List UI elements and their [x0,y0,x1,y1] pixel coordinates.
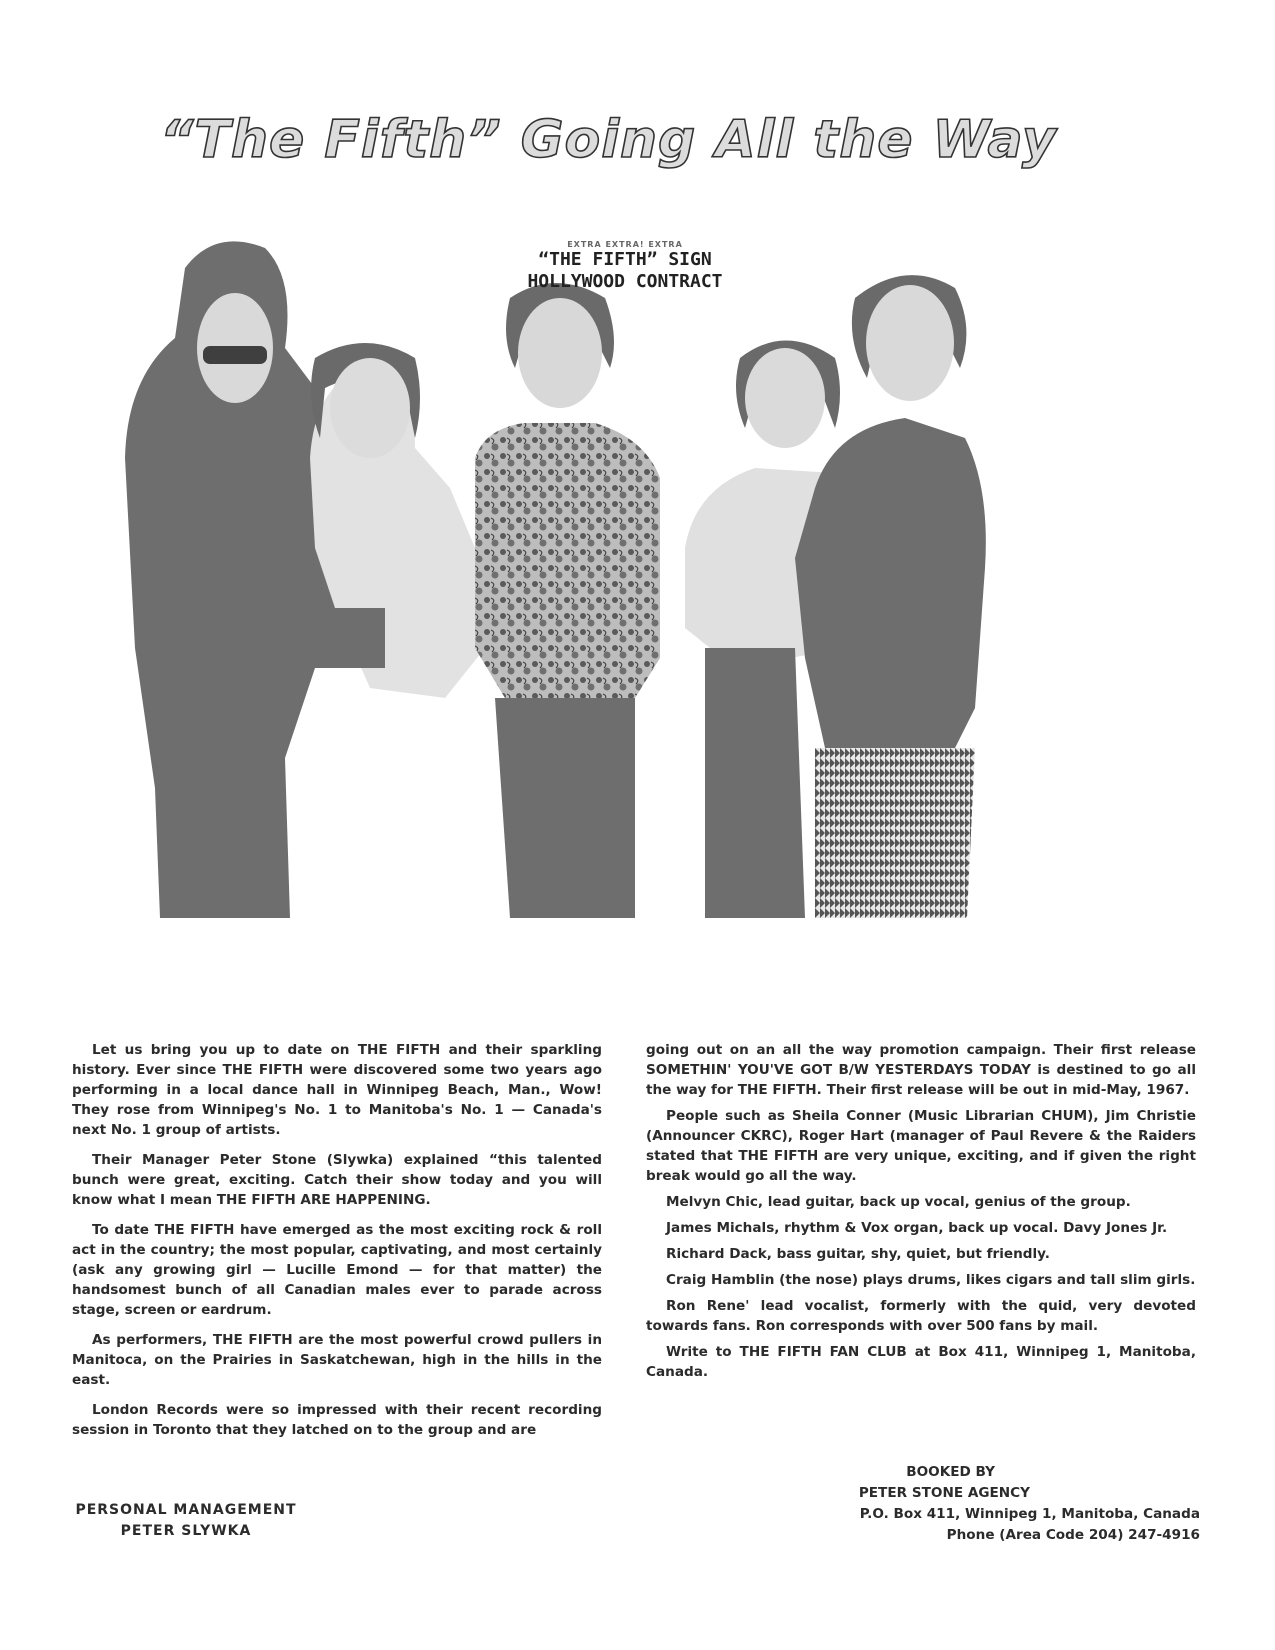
paragraph: Richard Dack, bass guitar, shy, quiet, but friendly. [666,1246,1050,1262]
paragraph: Let us bring you up to date on THE FIFTH and their sparkling history. Ever since THE FIFTH were discovered some two years ago performing in a local dance hall in Winnipeg Beach, Man., Wow! They rose from Winnipeg's No. 1 to Manitoba's No. 1 — Canada's next No. 1 group of artists. [72,1042,602,1138]
clipping-headline-2: HOLLYWOOD CONTRACT [527,271,723,292]
band-photo [115,228,995,988]
clipping-top-text: EXTRA EXTRA! EXTRA [567,240,683,249]
booking-info [770,1462,1200,1546]
paragraph: London Records were so impressed with their recent recording session in Toronto that they latched on to the group and are [72,1402,602,1438]
management-line-2: PETER SLYWKA [120,1523,252,1539]
paragraph: To date THE FIFTH have emerged as the most exciting rock & roll act in the country; the most popular, captivating, and most certainly (ask any growing girl — Lucille Emond — for that matter) the handsomest bunch of all Canadian males ever to parade across stage, screen or eardrum. [72,1222,602,1318]
booking-line-1: BOOKED BY [906,1464,995,1480]
paragraph: going out on an all the way promotion campaign. Their first release SOMETHIN' YOU'VE GOT B/W YESTERDAYS TODAY is destined to go all the way for THE FIFTH. Their first release will be out in mid-May, 1967. [646,1042,1196,1098]
management-info [56,1500,316,1542]
newspaper-clipping [525,240,725,293]
band-member-2 [295,343,485,698]
paragraph: People such as Sheila Conner (Music Librarian CHUM), Jim Christie (Announcer CKRC), Roger Hart (manager of Paul Revere & the Raiders stated that THE FIFTH are very unique, exciting, and if given the right break would go all the way. [646,1108,1196,1184]
paragraph: As performers, THE FIFTH are the most powerful crowd pullers in Manitoca, on the Prairies in Saskatchewan, high in the hills in the east. [72,1332,602,1388]
booking-line-2: PETER STONE AGENCY [858,1485,1030,1501]
band-member-1 [125,241,350,918]
band-member-3 [475,283,660,918]
paragraph: Melvyn Chic, lead guitar, back up vocal, genius of the group. [666,1194,1131,1210]
paragraph: Ron Rene' lead vocalist, formerly with the quid, very devoted towards fans. Ron corresponds with over 500 fans by mail. [646,1298,1196,1334]
clipping-headline-1: “THE FIFTH” SIGN [538,249,712,270]
paragraph: Craig Hamblin (the nose) plays drums, likes cigars and tall slim girls. [666,1272,1196,1288]
booking-address: P.O. Box 411, Winnipeg 1, Manitoba, Canada [859,1506,1200,1522]
headline: “The Fifth” Going All the Way [160,110,1057,170]
management-line-1: PERSONAL MANAGEMENT [75,1502,297,1518]
paragraph: Their Manager Peter Stone (Slywka) explained “this talented bunch were great, exciting. Catch their show today and you will know what I mean THE FIFTH ARE HAPPENING. [72,1152,602,1208]
paragraph: Write to THE FIFTH FAN CLUB at Box 411, Winnipeg 1, Manitoba, Canada. [646,1344,1196,1380]
left-column [72,1040,602,1450]
right-column [646,1040,1196,1388]
booking-phone: Phone (Area Code 204) 247-4916 [946,1527,1200,1543]
paragraph: James Michals, rhythm & Vox organ, back up vocal. Davy Jones Jr. [666,1220,1168,1236]
